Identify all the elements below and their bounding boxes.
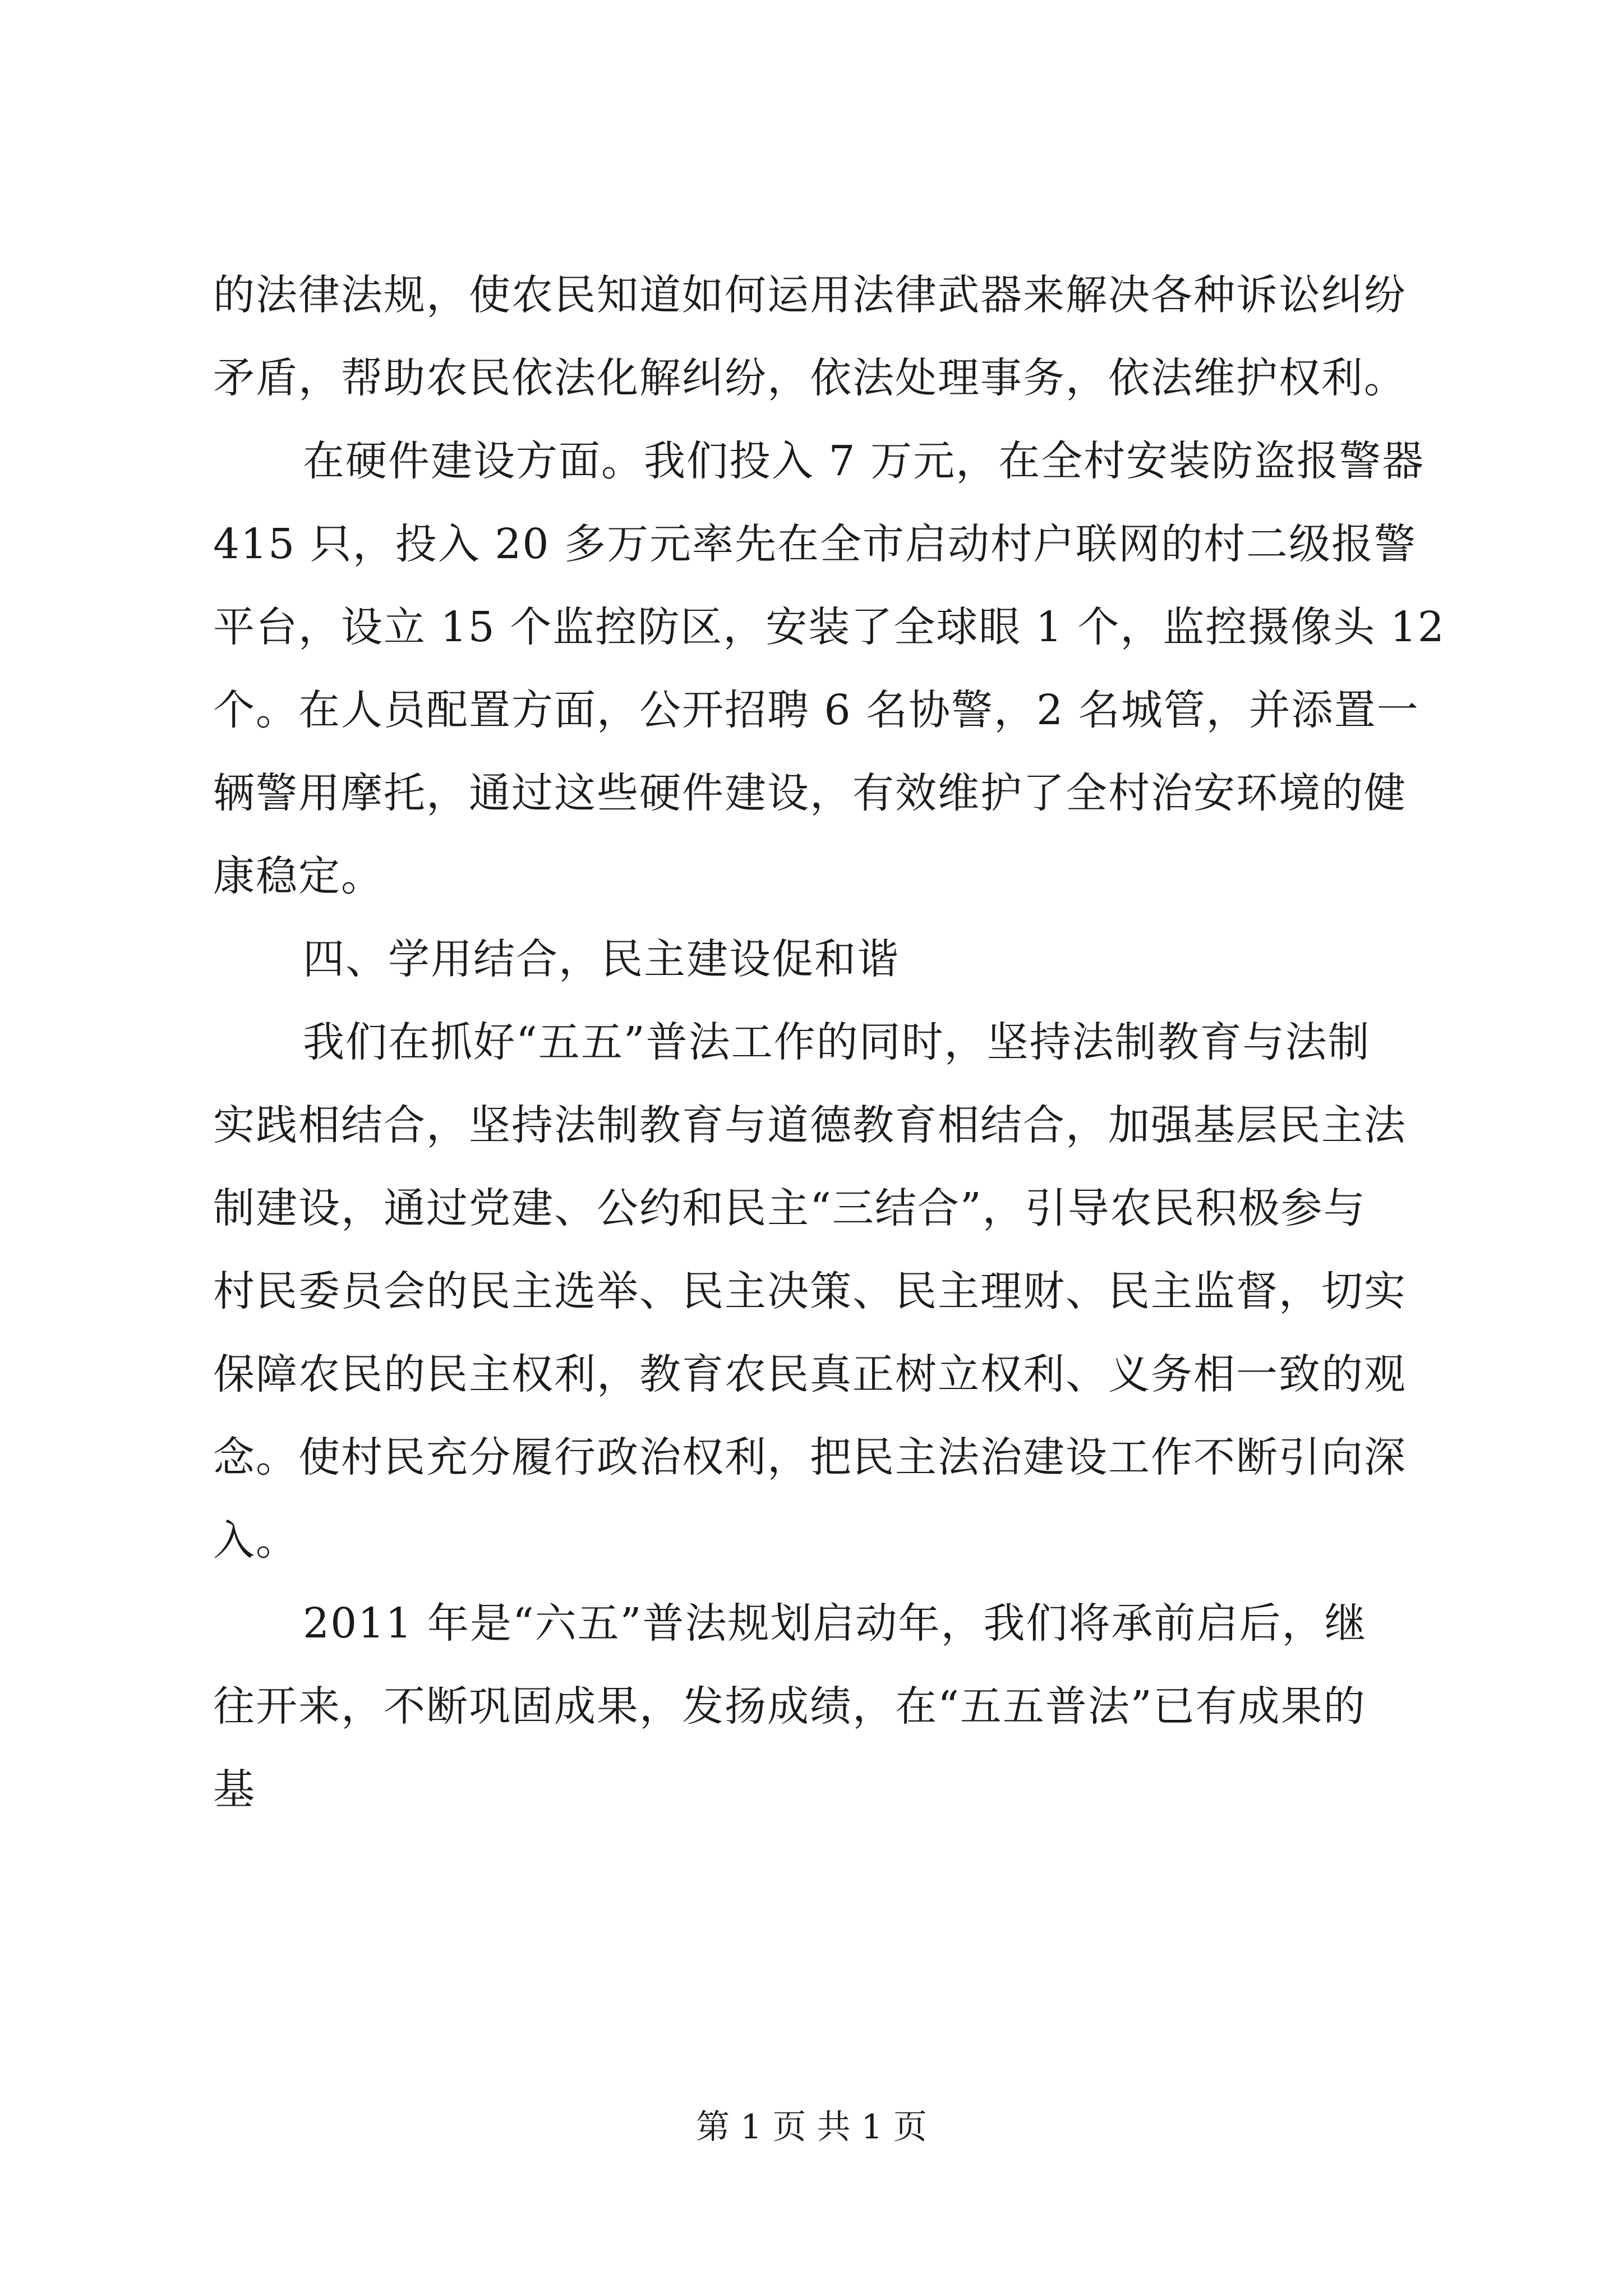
text-line-8: 康稳定。 [213, 852, 384, 900]
text-line-18: 往开来，不断巩固成果，发扬成绩，在“五五普法”已有成果的 [213, 1682, 1366, 1731]
text-line-5: 平台，设立 15 个监控防区，安装了全球眼 1 个，监控摄像头 12 [213, 603, 1446, 651]
text-line-3: 在硬件建设方面。我们投入 7 万元，在全村安装防盗报警器 [303, 437, 1425, 485]
text-line-15: 念。使村民充分履行政治权利，把民主法治建设工作不断引向深 [213, 1433, 1407, 1481]
text-line-4: 415 只，投入 20 多万元率先在全市启动村户联网的村二级报警 [213, 520, 1417, 568]
text-line-6: 个。在人员配置方面，公开招聘 6 名协警，2 名城管，并添置一 [213, 686, 1419, 734]
text-line-1: 的法律法规，使农民知道如何运用法律武器来解决各种诉讼纠纷 [213, 271, 1407, 319]
document-body [213, 254, 1446, 1831]
text-line-10: 我们在抓好“五五”普法工作的同时，坚持法制教育与法制 [303, 1018, 1371, 1066]
text-line-11: 实践相结合，坚持法制教育与道德教育相结合，加强基层民主法 [213, 1101, 1407, 1149]
text-line-16: 入。 [213, 1516, 298, 1565]
text-line-19: 基 [213, 1765, 256, 1814]
text-line-7: 辆警用摩托，通过这些硬件建设，有效维护了全村治安环境的健 [213, 769, 1407, 817]
page-number-label: 第 1 页 共 1 页 [696, 2108, 927, 2147]
text-line-12: 制建设，通过党建、公约和民主“三结合”，引导农民积极参与 [213, 1184, 1366, 1232]
text-line-2: 矛盾，帮助农民依法化解纠纷，依法处理事务，依法维护权利。 [213, 354, 1407, 402]
text-line-17: 2011 年是“六五”普法规划启动年，我们将承前启后，继 [303, 1599, 1367, 1648]
text-line-14: 保障农民的民主权利，教育农民真正树立权利、义务相一致的观 [213, 1350, 1407, 1398]
page-footer [0, 2105, 1623, 2150]
section-heading: 四、学用结合，民主建设促和谐 [303, 935, 900, 983]
text-line-13: 村民委员会的民主选举、民主决策、民主理财、民主监督，切实 [213, 1267, 1407, 1315]
